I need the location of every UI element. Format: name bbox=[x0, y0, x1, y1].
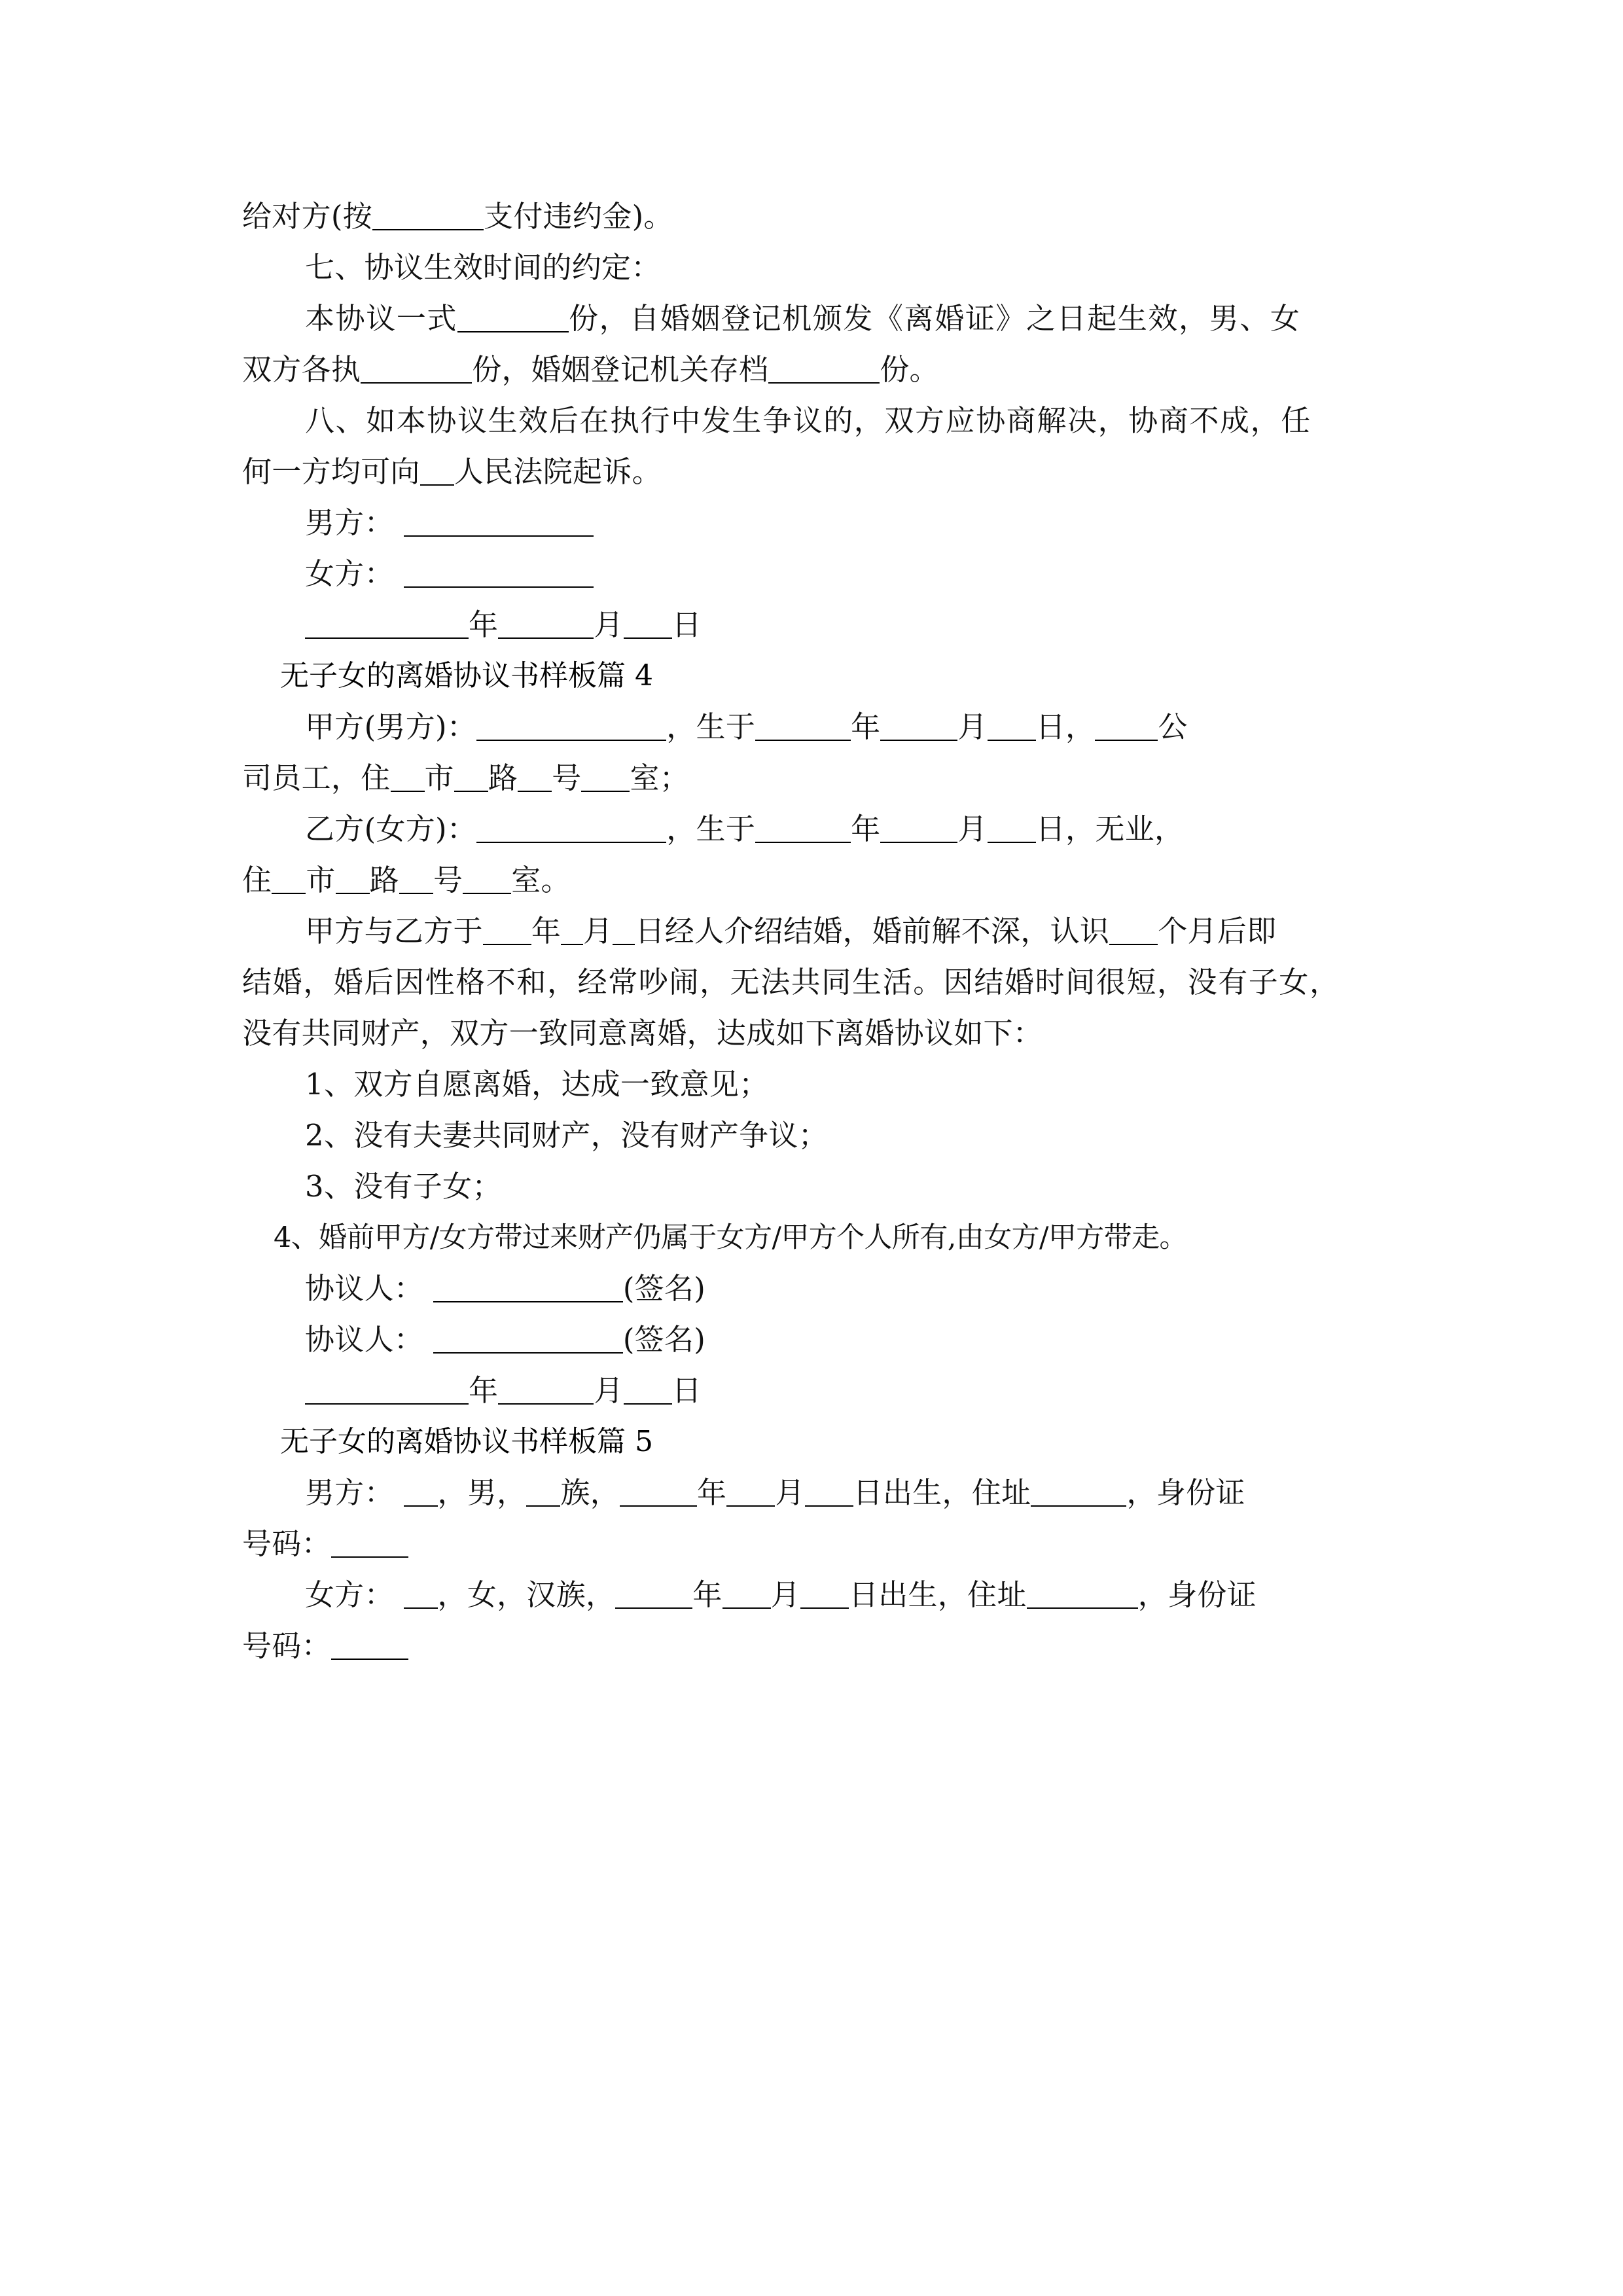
text-run: 双方各执 bbox=[242, 352, 361, 387]
label-number: 号 bbox=[552, 761, 582, 795]
text-run: 4、婚前甲方/女方带过来财产仍属于女方/甲方个人所有,由女方/甲方带走。 bbox=[274, 1221, 1187, 1254]
label-city: 市 bbox=[424, 761, 454, 795]
signature-female-line bbox=[242, 548, 1382, 600]
party-male-id-line bbox=[242, 1518, 1382, 1570]
label-year: 年 bbox=[697, 1475, 727, 1510]
date-day-blank[interactable] bbox=[624, 1384, 672, 1405]
label-year: 年 bbox=[469, 1373, 499, 1408]
text-run: ，生于 bbox=[666, 709, 756, 744]
female-birth-year-blank[interactable] bbox=[615, 1588, 692, 1609]
agreement-item-3 bbox=[242, 1161, 1382, 1212]
label-month: 月 bbox=[957, 709, 988, 744]
label-party-b: 乙方(女方)： bbox=[305, 812, 477, 846]
signature-note: (签名) bbox=[622, 1322, 706, 1357]
section-heading-4 bbox=[242, 651, 1382, 702]
label-year: 年 bbox=[469, 607, 499, 642]
label-male-party: 男方： bbox=[305, 1475, 394, 1510]
label-year: 年 bbox=[531, 914, 562, 948]
label-year: 年 bbox=[692, 1577, 722, 1612]
text-run: 室； bbox=[630, 761, 690, 795]
party-a-birth-year-blank[interactable] bbox=[755, 720, 851, 741]
text-run: ，身份证 bbox=[1137, 1577, 1257, 1612]
party-a-birth-month-blank[interactable] bbox=[880, 720, 957, 741]
label-party-a: 甲方(男方)： bbox=[305, 709, 477, 744]
party-a-birth-day-blank[interactable] bbox=[988, 720, 1036, 741]
text-run: 2、没有夫妻共同财产，没有财产争议； bbox=[305, 1118, 829, 1153]
party-b-birth-month-blank[interactable] bbox=[880, 822, 957, 843]
text-run: 给对方(按 bbox=[242, 199, 373, 234]
date-month-blank[interactable] bbox=[498, 618, 594, 639]
label-road: 路 bbox=[369, 863, 399, 897]
party-a-line-1 bbox=[242, 702, 1382, 753]
agreement-item-2 bbox=[242, 1110, 1382, 1161]
paragraph-copies-line-1 bbox=[242, 293, 1382, 344]
text-run: 人民法院起诉。 bbox=[454, 454, 662, 489]
label-year: 年 bbox=[851, 812, 881, 846]
paragraph-clause-eight-line-1 bbox=[242, 395, 1382, 446]
text-run: ，生于 bbox=[666, 812, 756, 846]
party-b-road-blank[interactable] bbox=[336, 873, 370, 894]
label-day: 日 bbox=[671, 1373, 702, 1408]
paragraph-clause-seven-title bbox=[242, 242, 1382, 293]
label-month: 月 bbox=[775, 1475, 805, 1510]
date-day-blank[interactable] bbox=[624, 618, 672, 639]
text-run: 本协议一式 bbox=[305, 301, 458, 336]
text-run: 住 bbox=[242, 863, 272, 897]
party-a-city-blank[interactable] bbox=[391, 771, 425, 792]
party-female-id-line bbox=[242, 1621, 1382, 1672]
acquaintance-months-blank[interactable] bbox=[1109, 924, 1158, 945]
section-heading-5 bbox=[242, 1416, 1382, 1467]
label-year: 年 bbox=[851, 709, 881, 744]
text-run: 日出生，住址 bbox=[848, 1577, 1027, 1612]
label-month: 月 bbox=[594, 607, 624, 642]
paragraph-penalty-payment bbox=[242, 191, 1382, 242]
label-signer: 协议人： bbox=[305, 1271, 424, 1306]
party-male-info-line-1 bbox=[242, 1467, 1382, 1518]
party-b-name-blank[interactable] bbox=[476, 822, 666, 843]
label-id-number: 号码： bbox=[242, 1628, 331, 1663]
document-body bbox=[242, 191, 1382, 1672]
signature-blank-male[interactable] bbox=[404, 516, 594, 537]
label-day: 日 bbox=[671, 607, 702, 642]
party-b-line-2 bbox=[242, 855, 1382, 906]
female-name-blank[interactable] bbox=[404, 1588, 438, 1609]
marriage-month-blank[interactable] bbox=[561, 924, 583, 945]
text-run: ，男， bbox=[437, 1475, 527, 1510]
text-run: 日，无业， bbox=[1035, 812, 1185, 846]
text-run: 公 bbox=[1158, 709, 1188, 744]
text-run: 日经人介绍结婚，婚前解不深，认识 bbox=[635, 914, 1110, 948]
fill-blank[interactable] bbox=[372, 209, 484, 230]
fill-blank[interactable] bbox=[420, 465, 454, 486]
party-b-number-blank[interactable] bbox=[399, 873, 433, 894]
text-run: 份，自婚姻登记机颁发《离婚证》之日起生效，男、女 bbox=[569, 301, 1301, 336]
label-signer: 协议人： bbox=[305, 1322, 424, 1357]
male-address-blank[interactable] bbox=[1031, 1486, 1126, 1507]
party-b-birth-day-blank[interactable] bbox=[988, 822, 1036, 843]
text-run: ，身份证 bbox=[1126, 1475, 1245, 1510]
signer-line-2 bbox=[242, 1314, 1382, 1365]
party-b-line-1 bbox=[242, 804, 1382, 855]
signature-male-line bbox=[242, 497, 1382, 548]
party-b-room-blank[interactable] bbox=[463, 873, 511, 894]
text-run: 结婚，婚后因性格不和，经常吵闹，无法共同生活。因结婚时间很短，没有子女， bbox=[242, 965, 1340, 999]
male-name-blank[interactable] bbox=[404, 1486, 438, 1507]
text-run: 份，婚姻登记机关存档 bbox=[472, 352, 769, 387]
male-birth-year-blank[interactable] bbox=[620, 1486, 697, 1507]
signature-blank-female[interactable] bbox=[404, 567, 594, 588]
marriage-background-line-1 bbox=[242, 906, 1382, 957]
male-id-blank[interactable] bbox=[331, 1537, 408, 1558]
text-run: 份。 bbox=[880, 352, 939, 387]
paragraph-clause-eight-line-2 bbox=[242, 446, 1382, 497]
label-month: 月 bbox=[594, 1373, 624, 1408]
label-male-party: 男方： bbox=[305, 505, 394, 540]
agreement-item-1 bbox=[242, 1059, 1382, 1110]
text-run: 何一方均可向 bbox=[242, 454, 420, 489]
signer-blank-2[interactable] bbox=[433, 1333, 623, 1354]
label-id-number: 号码： bbox=[242, 1526, 331, 1561]
text-run: 甲方与乙方于 bbox=[305, 914, 483, 948]
fill-blank[interactable] bbox=[768, 363, 880, 384]
female-birth-month-blank[interactable] bbox=[722, 1588, 771, 1609]
male-birth-month-blank[interactable] bbox=[726, 1486, 775, 1507]
party-female-info-line-1 bbox=[242, 1570, 1382, 1621]
female-id-blank[interactable] bbox=[331, 1639, 408, 1660]
text-run: 司员工，住 bbox=[242, 761, 391, 795]
text-run: 没有共同财产，双方一致同意离婚，达成如下离婚协议如下： bbox=[242, 1016, 1043, 1050]
label-city: 市 bbox=[306, 863, 336, 897]
marriage-background-line-2 bbox=[242, 957, 1382, 1008]
text-run: 支付违约金)。 bbox=[484, 199, 673, 234]
date-line-2 bbox=[242, 1365, 1382, 1416]
label-month: 月 bbox=[957, 812, 988, 846]
male-ethnicity-blank[interactable] bbox=[526, 1486, 560, 1507]
label-female-party: 女方： bbox=[305, 556, 394, 591]
text-run: 日出生，住址 bbox=[853, 1475, 1031, 1510]
party-a-number-blank[interactable] bbox=[518, 771, 552, 792]
label-month: 月 bbox=[583, 914, 613, 948]
party-b-birth-year-blank[interactable] bbox=[755, 822, 851, 843]
paragraph-copies-line-2 bbox=[242, 344, 1382, 395]
label-female-party: 女方： bbox=[305, 1577, 394, 1612]
female-address-blank[interactable] bbox=[1027, 1588, 1138, 1609]
heading-text: 无子女的离婚协议书样板篇 4 bbox=[280, 659, 653, 692]
party-a-room-blank[interactable] bbox=[581, 771, 630, 792]
party-a-company-blank[interactable] bbox=[1095, 720, 1158, 741]
male-birth-day-blank[interactable] bbox=[805, 1486, 853, 1507]
marriage-day-blank[interactable] bbox=[613, 924, 635, 945]
text-run: 个月后即 bbox=[1158, 914, 1277, 948]
text-run: 八、如本协议生效后在执行中发生争议的，双方应协商解决，协商不成，任 bbox=[305, 403, 1311, 438]
party-a-name-blank[interactable] bbox=[476, 720, 666, 741]
text-run: 室。 bbox=[511, 863, 571, 897]
label-number: 号 bbox=[433, 863, 463, 897]
text-run: 七、协议生效时间的约定： bbox=[305, 250, 661, 285]
date-month-blank[interactable] bbox=[498, 1384, 594, 1405]
fill-blank[interactable] bbox=[457, 312, 569, 332]
label-month: 月 bbox=[770, 1577, 800, 1612]
date-year-blank[interactable] bbox=[305, 618, 469, 639]
party-a-road-blank[interactable] bbox=[454, 771, 488, 792]
label-road: 路 bbox=[488, 761, 518, 795]
female-birth-day-blank[interactable] bbox=[800, 1588, 849, 1609]
signature-note: (签名) bbox=[622, 1271, 706, 1306]
text-run: 族， bbox=[560, 1475, 620, 1510]
agreement-item-4 bbox=[242, 1212, 1382, 1263]
marriage-background-line-3 bbox=[242, 1008, 1382, 1059]
party-a-line-2 bbox=[242, 753, 1382, 804]
date-line-1 bbox=[242, 600, 1382, 651]
heading-text: 无子女的离婚协议书样板篇 5 bbox=[280, 1425, 653, 1458]
signer-line-1 bbox=[242, 1263, 1382, 1314]
text-run: 1、双方自愿离婚，达成一致意见； bbox=[305, 1067, 769, 1102]
marriage-year-blank[interactable] bbox=[483, 924, 531, 945]
party-b-city-blank[interactable] bbox=[272, 873, 306, 894]
text-run: ，女，汉族， bbox=[437, 1577, 616, 1612]
text-run: 日， bbox=[1035, 709, 1096, 744]
text-run: 3、没有子女； bbox=[305, 1169, 502, 1204]
date-year-blank[interactable] bbox=[305, 1384, 469, 1405]
signer-blank-1[interactable] bbox=[433, 1282, 623, 1302]
fill-blank[interactable] bbox=[361, 363, 472, 384]
